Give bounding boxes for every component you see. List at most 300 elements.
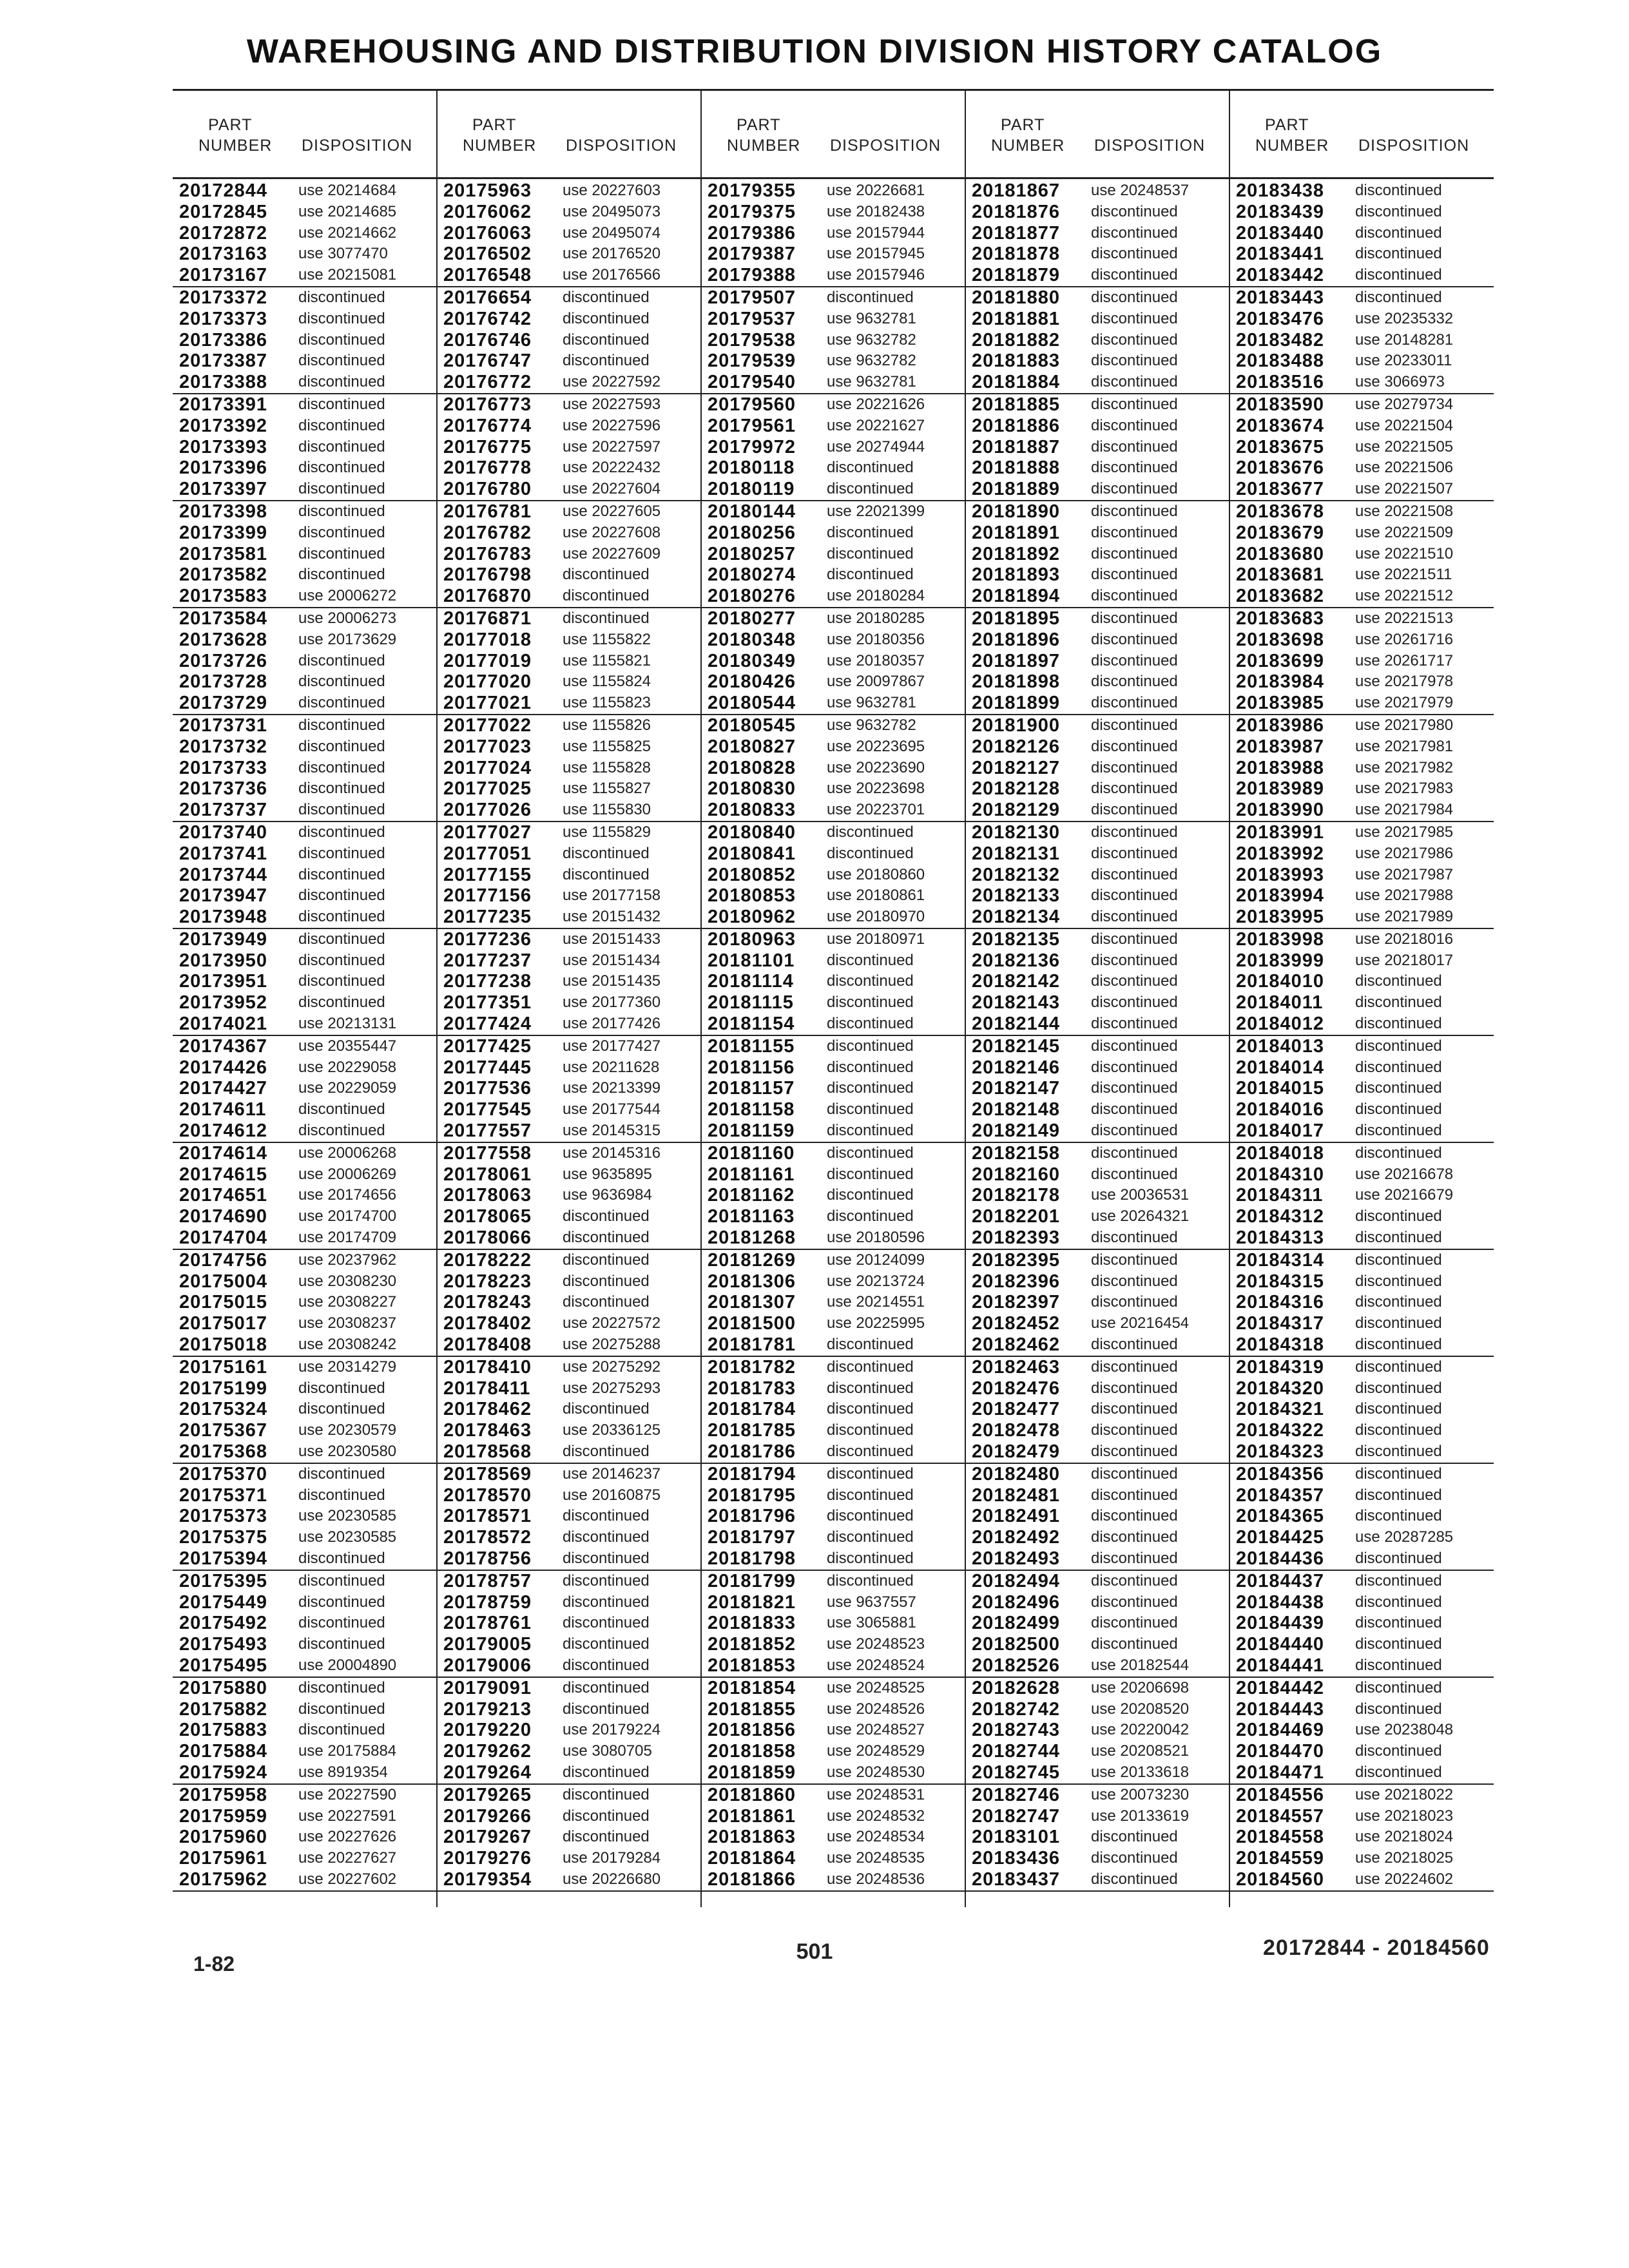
disposition: discontinued: [1091, 1122, 1178, 1140]
catalog-row: [701, 351, 965, 372]
catalog-row: [1229, 1271, 1494, 1293]
part-number: 20182135: [972, 928, 1061, 950]
disposition: discontinued: [1091, 758, 1178, 776]
disposition: discontinued: [563, 1700, 650, 1718]
catalog-row: [173, 1164, 437, 1186]
catalog-row: [437, 1655, 701, 1678]
catalog-row: [701, 1827, 965, 1848]
disposition: use 20218022: [1355, 1785, 1454, 1803]
catalog-row: [701, 1699, 965, 1720]
catalog-rows: [437, 180, 701, 1892]
header-disposition-label: DISPOSITION: [1094, 137, 1206, 155]
part-number: 20181861: [708, 1805, 796, 1827]
disposition: discontinued: [298, 694, 385, 712]
catalog-row: [701, 608, 965, 629]
disposition: discontinued: [1091, 1400, 1178, 1418]
part-number: 20175924: [179, 1762, 268, 1783]
part-number: 20176775: [443, 436, 532, 457]
disposition: discontinued: [1091, 1058, 1178, 1076]
catalog-row: [701, 1078, 965, 1099]
disposition: discontinued: [563, 288, 650, 306]
disposition: use 1155829: [563, 823, 651, 841]
column-header: [173, 90, 437, 177]
part-number: 20183988: [1236, 757, 1325, 778]
catalog-row: [965, 1378, 1229, 1399]
part-number: 20176798: [443, 564, 532, 586]
part-number: 20180257: [708, 543, 796, 564]
disposition: discontinued: [1091, 673, 1178, 691]
disposition: use 1155828: [563, 758, 651, 776]
catalog-row: [173, 1806, 437, 1827]
catalog-row: [701, 1678, 965, 1699]
catalog-row: [701, 1655, 965, 1678]
part-number: 20184017: [1236, 1120, 1325, 1142]
disposition: discontinued: [1091, 801, 1178, 819]
part-number: 20178066: [443, 1227, 532, 1249]
disposition: discontinued: [1091, 1486, 1178, 1504]
catalog-row: [437, 1527, 701, 1548]
part-number: 20179091: [443, 1677, 532, 1698]
part-number: 20183442: [1236, 265, 1325, 286]
catalog-row: [701, 479, 965, 501]
catalog-row: [965, 544, 1229, 565]
disposition: discontinued: [563, 1656, 650, 1674]
disposition: discontinued: [1091, 1550, 1178, 1567]
disposition: discontinued: [1091, 930, 1178, 948]
catalog-row: [965, 202, 1229, 223]
disposition: discontinued: [1091, 202, 1178, 220]
part-number: 20174615: [179, 1164, 268, 1185]
part-number: 20182395: [972, 1249, 1061, 1271]
catalog-row: [437, 309, 701, 330]
disposition: use 20006273: [298, 609, 397, 627]
disposition: use 9635895: [563, 1165, 652, 1183]
disposition: discontinued: [827, 1122, 914, 1140]
part-number: 20183675: [1236, 436, 1325, 457]
catalog-row: [173, 992, 437, 1014]
part-number: 20181782: [708, 1356, 796, 1378]
disposition: use 20261716: [1355, 630, 1454, 648]
catalog-row: [437, 651, 701, 672]
part-number: 20180277: [708, 608, 796, 629]
part-number: 20175199: [179, 1378, 268, 1399]
disposition: discontinued: [1355, 1379, 1442, 1397]
disposition: use 20097867: [827, 673, 925, 691]
catalog-row: [701, 330, 965, 351]
part-number: 20178223: [443, 1271, 532, 1292]
disposition: use 20179224: [563, 1721, 661, 1739]
disposition: discontinued: [827, 1165, 914, 1183]
catalog-row: [701, 1464, 965, 1485]
disposition: discontinued: [298, 758, 385, 776]
disposition: discontinued: [1091, 1229, 1178, 1247]
disposition: use 20180285: [827, 609, 925, 627]
part-number: 20179262: [443, 1741, 532, 1762]
disposition: discontinued: [298, 951, 385, 969]
catalog-row: [173, 950, 437, 972]
catalog-row: [173, 1143, 437, 1164]
part-number: 20182126: [972, 736, 1061, 757]
catalog-row: [1229, 1099, 1494, 1120]
part-number: 20173726: [179, 650, 268, 671]
catalog-row: [701, 287, 965, 309]
part-number: 20181880: [972, 287, 1061, 308]
part-number: 20181900: [972, 715, 1061, 736]
catalog-row: [1229, 1869, 1494, 1892]
part-number: 20182747: [972, 1805, 1061, 1827]
part-number: 20182479: [972, 1441, 1061, 1463]
disposition: use 20227605: [563, 502, 661, 520]
disposition: use 20248534: [827, 1828, 925, 1846]
part-number: 20182744: [972, 1741, 1061, 1762]
catalog-rows: [1229, 180, 1494, 1892]
part-number: 20183436: [972, 1848, 1061, 1869]
catalog-row: [701, 523, 965, 544]
catalog-row: [701, 1334, 965, 1357]
catalog-row: [173, 1464, 437, 1485]
disposition: discontinued: [827, 951, 914, 969]
part-number: 20173951: [179, 971, 268, 992]
disposition: use 20217980: [1355, 716, 1454, 734]
part-number: 20178571: [443, 1506, 532, 1527]
catalog-row: [701, 950, 965, 972]
disposition: discontinued: [1091, 1528, 1178, 1546]
disposition: discontinued: [563, 1635, 650, 1653]
part-number: 20173391: [179, 394, 268, 415]
disposition: discontinued: [1091, 865, 1178, 883]
disposition: discontinued: [1355, 1015, 1442, 1033]
header-disposition-label: DISPOSITION: [1358, 137, 1470, 155]
catalog-row: [701, 244, 965, 265]
part-number: 20173952: [179, 992, 268, 1014]
part-number: 20182393: [972, 1227, 1061, 1249]
catalog-row: [701, 929, 965, 950]
disposition: use 3080705: [563, 1742, 652, 1760]
catalog-row: [1229, 715, 1494, 736]
catalog-row: [701, 1420, 965, 1441]
part-number: 20183995: [1236, 907, 1325, 928]
disposition: discontinued: [298, 1593, 385, 1611]
part-number: 20175449: [179, 1591, 268, 1613]
disposition: discontinued: [827, 1336, 914, 1354]
disposition: use 20227572: [563, 1314, 661, 1332]
catalog-row: [173, 1357, 437, 1378]
part-number: 20175371: [179, 1485, 268, 1506]
disposition: use 20215081: [298, 266, 397, 284]
catalog-row: [173, 265, 437, 287]
disposition: discontinued: [1091, 908, 1178, 926]
header-disposition-label: DISPOSITION: [566, 137, 677, 155]
part-number: 20183440: [1236, 222, 1325, 244]
catalog-row: [701, 1806, 965, 1827]
part-number: 20181161: [708, 1164, 795, 1185]
disposition: discontinued: [1091, 823, 1178, 841]
part-number: 20177351: [443, 992, 532, 1014]
catalog-row: [701, 1271, 965, 1293]
catalog-row: [701, 1613, 965, 1634]
catalog-row: [701, 265, 965, 287]
catalog-row: [965, 416, 1229, 437]
disposition: use 20218016: [1355, 930, 1454, 948]
part-number: 20179537: [708, 308, 796, 329]
catalog-row: [701, 180, 965, 202]
part-number: 20184471: [1236, 1762, 1325, 1783]
catalog-row: [437, 1292, 701, 1313]
catalog-row: [173, 1827, 437, 1848]
disposition: discontinued: [827, 1465, 914, 1483]
disposition: discontinued: [1355, 1656, 1442, 1674]
catalog-row: [701, 1785, 965, 1806]
disposition: discontinued: [1091, 887, 1178, 905]
catalog-row: [701, 1099, 965, 1120]
disposition: use 20227602: [298, 1870, 397, 1888]
catalog-row: [437, 971, 701, 992]
part-number: 20181876: [972, 201, 1061, 222]
disposition: discontinued: [1091, 716, 1178, 734]
catalog-row: [437, 758, 701, 779]
part-number: 20183698: [1236, 629, 1325, 650]
catalog-row: [1229, 1120, 1494, 1143]
part-number: 20181866: [708, 1869, 796, 1890]
catalog-row: [701, 671, 965, 693]
disposition: use 20216678: [1355, 1165, 1454, 1183]
catalog-row: [965, 1271, 1229, 1293]
part-number: 20177051: [443, 843, 532, 864]
part-number: 20177019: [443, 650, 532, 671]
catalog-row: [173, 1036, 437, 1057]
catalog-row: [437, 564, 701, 586]
part-number: 20173740: [179, 822, 268, 843]
disposition: use 20182438: [827, 202, 925, 220]
part-number: 20182492: [972, 1527, 1061, 1548]
part-number: 20181884: [972, 372, 1061, 393]
part-number: 20182134: [972, 907, 1061, 928]
part-number: 20184436: [1236, 1548, 1325, 1569]
catalog-row: [173, 1250, 437, 1271]
part-number: 20184443: [1236, 1698, 1325, 1720]
catalog-row: [173, 715, 437, 736]
catalog-row: [173, 800, 437, 822]
part-number: 20184357: [1236, 1485, 1325, 1506]
disposition: discontinued: [298, 1400, 385, 1418]
part-number: 20175961: [179, 1848, 268, 1869]
catalog-row: [1229, 1292, 1494, 1313]
catalog-row: [173, 1334, 437, 1357]
disposition: use 20148281: [1355, 331, 1454, 349]
catalog-row: [701, 501, 965, 523]
disposition: discontinued: [563, 1272, 650, 1290]
part-number: 20184441: [1236, 1655, 1325, 1676]
part-number: 20178402: [443, 1313, 532, 1334]
disposition: use 20495073: [563, 202, 661, 220]
catalog-row: [965, 180, 1229, 202]
part-number: 20183488: [1236, 351, 1325, 372]
page-title: WAREHOUSING AND DISTRIBUTION DIVISION HISTORY CATALOG: [246, 33, 1383, 70]
catalog-row: [173, 778, 437, 800]
disposition: discontinued: [298, 544, 385, 562]
part-number: 20174756: [179, 1249, 268, 1271]
part-number: 20179387: [708, 244, 796, 265]
catalog-row: [701, 1357, 965, 1378]
catalog-row: [965, 1699, 1229, 1720]
part-number: 20180348: [708, 629, 796, 650]
disposition: use 20176566: [563, 266, 661, 284]
part-number: 20180830: [708, 778, 796, 800]
part-number: 20184557: [1236, 1805, 1325, 1827]
disposition: discontinued: [298, 480, 385, 498]
disposition: use 20248535: [827, 1849, 925, 1867]
catalog-row: [437, 1036, 701, 1057]
part-number: 20184018: [1236, 1142, 1325, 1164]
part-number: 20181892: [972, 543, 1061, 564]
part-number: 20179005: [443, 1634, 532, 1655]
disposition: discontinued: [298, 309, 385, 327]
part-number: 20177023: [443, 736, 532, 757]
catalog-row: [701, 372, 965, 394]
disposition: discontinued: [563, 1443, 650, 1461]
catalog-row: [965, 1420, 1229, 1441]
catalog-row: [965, 1206, 1229, 1227]
part-number: 20175373: [179, 1506, 268, 1527]
catalog-row: [1229, 992, 1494, 1014]
catalog-row: [965, 1527, 1229, 1548]
catalog-row: [965, 608, 1229, 629]
catalog-row: [1229, 629, 1494, 651]
catalog-row: [965, 309, 1229, 330]
catalog-row: [701, 865, 965, 886]
disposition: use 20218024: [1355, 1828, 1454, 1846]
part-number: 20178759: [443, 1591, 532, 1613]
part-number: 20175963: [443, 180, 532, 201]
catalog-row: [437, 1057, 701, 1079]
catalog-row: [701, 778, 965, 800]
part-number: 20176773: [443, 394, 532, 415]
part-number: 20173397: [179, 479, 268, 500]
part-number: 20181794: [708, 1463, 796, 1485]
catalog-row: [173, 1527, 437, 1548]
catalog-row: [1229, 1464, 1494, 1485]
catalog-row: [173, 351, 437, 372]
disposition: discontinued: [827, 844, 914, 862]
disposition: use 20248529: [827, 1742, 925, 1760]
part-number: 20181855: [708, 1698, 796, 1720]
catalog-row: [437, 865, 701, 886]
catalog-row: [437, 1848, 701, 1869]
part-number: 20178568: [443, 1441, 532, 1463]
catalog-row: [965, 1164, 1229, 1186]
catalog-row: [1229, 693, 1494, 715]
catalog-row: [1229, 1078, 1494, 1099]
disposition: use 20157946: [827, 266, 925, 284]
catalog-row: [437, 1378, 701, 1399]
disposition: discontinued: [1091, 1037, 1178, 1055]
part-number: 20178222: [443, 1249, 532, 1271]
catalog-row: [1229, 865, 1494, 886]
catalog-row: [437, 907, 701, 929]
disposition: discontinued: [1355, 1293, 1442, 1311]
catalog-row: [173, 1078, 437, 1099]
catalog-row: [965, 1678, 1229, 1699]
part-number: 20184312: [1236, 1206, 1325, 1227]
disposition: use 20275293: [563, 1379, 661, 1397]
disposition: use 20221627: [827, 416, 925, 434]
catalog-row: [437, 950, 701, 972]
catalog-row: [701, 1399, 965, 1420]
catalog-row: [1229, 1827, 1494, 1848]
disposition: discontinued: [1091, 459, 1178, 477]
catalog-row: [437, 1420, 701, 1441]
part-number: 20180833: [708, 800, 796, 821]
disposition: discontinued: [1355, 1421, 1442, 1439]
disposition: discontinued: [1091, 416, 1178, 434]
catalog-row: [701, 1057, 965, 1079]
disposition: discontinued: [1091, 1507, 1178, 1525]
part-number: 20182133: [972, 885, 1061, 907]
disposition: discontinued: [563, 609, 650, 627]
disposition: use 20217988: [1355, 887, 1454, 905]
part-number: 20178569: [443, 1463, 532, 1485]
catalog-row: [1229, 457, 1494, 479]
disposition: use 20230580: [298, 1443, 397, 1461]
part-number: 20177156: [443, 885, 532, 907]
catalog-row: [437, 1506, 701, 1527]
part-number: 20182743: [972, 1720, 1061, 1741]
catalog-row: [701, 907, 965, 929]
disposition: use 20227592: [563, 373, 661, 391]
disposition: discontinued: [563, 309, 650, 327]
disposition: use 20225995: [827, 1314, 925, 1332]
part-number: 20182127: [972, 757, 1061, 778]
column-header: [1229, 90, 1494, 177]
disposition: use 20308230: [298, 1272, 397, 1290]
part-number: 20174704: [179, 1227, 268, 1249]
disposition: discontinued: [1091, 844, 1178, 862]
header-disposition-label: DISPOSITION: [302, 137, 413, 155]
footer-part-range: 20172844 - 20184560: [1263, 1936, 1490, 1960]
part-number: 20175882: [179, 1698, 268, 1720]
part-number: 20181877: [972, 222, 1061, 244]
disposition: discontinued: [827, 1571, 914, 1590]
catalog-rows: [701, 180, 965, 1892]
catalog-row: [965, 629, 1229, 651]
disposition: use 20218025: [1355, 1849, 1454, 1867]
part-number: 20173948: [179, 907, 268, 928]
catalog-row: [965, 244, 1229, 265]
disposition: discontinued: [1091, 224, 1178, 242]
disposition: discontinued: [298, 651, 385, 669]
part-number: 20183101: [972, 1827, 1061, 1848]
catalog-row: [173, 223, 437, 244]
part-number: 20175004: [179, 1271, 268, 1292]
part-number: 20182130: [972, 822, 1061, 843]
disposition: discontinued: [1091, 480, 1178, 498]
part-number: 20181159: [708, 1120, 795, 1142]
catalog-row: [173, 1120, 437, 1143]
catalog-row: [437, 1634, 701, 1655]
part-number: 20173949: [179, 928, 268, 950]
catalog-row: [701, 885, 965, 907]
part-number: 20181883: [972, 351, 1061, 372]
disposition: use 20173629: [298, 630, 397, 648]
part-number: 20181891: [972, 522, 1061, 543]
part-number: 20178462: [443, 1399, 532, 1420]
catalog-row: [437, 351, 701, 372]
catalog-row: [1229, 1441, 1494, 1464]
disposition: discontinued: [563, 1763, 650, 1781]
disposition: use 20221512: [1355, 587, 1454, 605]
part-number: 20174690: [179, 1206, 268, 1227]
part-number: 20178761: [443, 1613, 532, 1634]
